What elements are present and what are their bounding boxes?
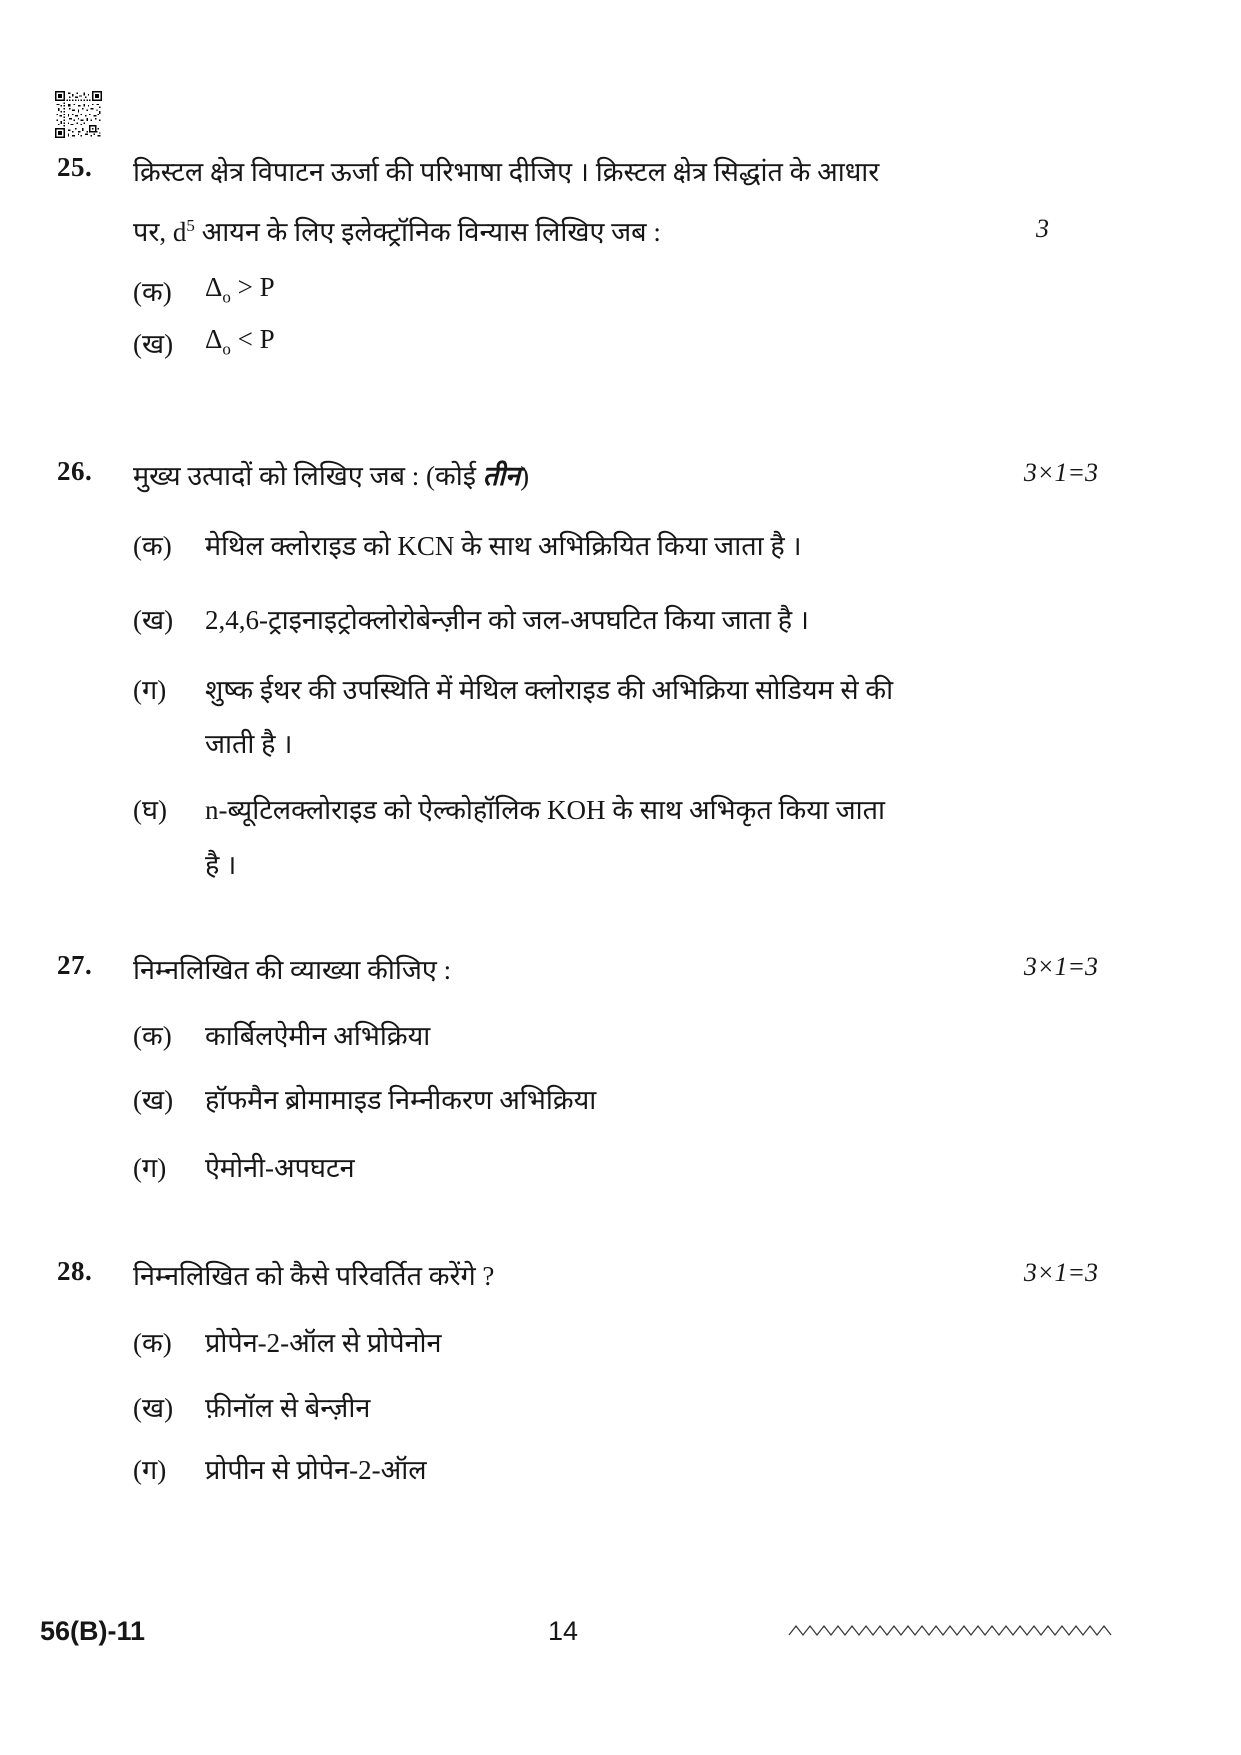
zigzag-squiggle-icon [788,1622,1118,1640]
q27-option-a [0,1016,1241,1062]
option-label: (ग) [133,675,167,705]
q25-line2-pre: पर, d [133,217,187,247]
q25-option-a [0,272,1241,318]
option-text-continuation: है । [205,850,237,880]
option-text: 2,4,6-ट्राइनाइट्रोक्लोरोबेन्ज़ीन को जल-अपघटित किया जाता है । [205,605,810,635]
q25-line2-post: आयन के लिए इलेक्ट्रॉनिक विन्यास लिखिए जब : [194,217,661,247]
option-label: (ख) [133,329,174,359]
q26-text-pre: मुख्य उत्पादों को लिखिए जब : (कोई [133,461,483,491]
q27-option-c [0,1148,1241,1194]
option-text: प्रोपेन-2-ऑल से प्रोपेनोन [205,1328,442,1358]
q26-text-post: ) [520,461,530,491]
option-label: (क) [133,531,172,561]
question-26-text [133,456,529,493]
option-label: (ग) [133,1153,167,1183]
q26-option-c-line2 [0,724,1241,770]
option-text [205,272,275,307]
question-27-header [0,950,1241,996]
q25-option-b [0,324,1241,370]
question-26-header [0,456,1241,502]
question-27-text: निम्नलिखित की व्याख्या कीजिए : [133,955,452,985]
question-26-number: 26. [57,456,93,486]
delta-symbol: Δ [205,272,223,302]
question-27-number: 27. [57,950,93,980]
delta-subscript: o [222,287,231,307]
q26-text-emphasis: तीन [482,461,521,491]
qr-code-icon [55,91,102,138]
option-label: (ख) [133,1393,174,1423]
question-28-header [0,1256,1241,1302]
question-25-number: 25. [57,152,93,182]
question-25-text-line1: क्रिस्टल क्षेत्र विपाटन ऊर्जा की परिभाषा दीजिए । क्रिस्टल क्षेत्र सिद्धांत के आधार [133,157,880,187]
option-label: (ख) [133,605,174,635]
question-26-marks: 3×1=3 [1023,458,1098,487]
q26-option-d [0,790,1241,836]
page-number: 14 [547,1616,579,1646]
q26-option-c [0,670,1241,716]
question-28-text: निम्नलिखित को कैसे परिवर्तित करेंगे ? [133,1261,495,1291]
question-25-header [0,152,1241,198]
option-label: (ख) [133,1085,174,1115]
option-text: फ़ीनॉल से बेन्ज़ीन [205,1393,371,1423]
delta-symbol: Δ [205,324,223,354]
q28-option-b [0,1388,1241,1434]
q26-option-a [0,526,1241,572]
q28-option-a [0,1323,1241,1369]
option-label: (क) [133,1021,172,1051]
delta-subscript: o [222,339,231,359]
option-label: (क) [133,1328,172,1358]
paper-code: 56(B)-11 [40,1616,146,1646]
question-25-marks: 3 [1036,214,1049,243]
option-label: (घ) [133,795,167,825]
question-25-text-line2 [133,212,661,249]
option-text [205,324,275,359]
question-27-marks: 3×1=3 [1023,952,1098,981]
option-text: कार्बिलऐमीन अभिक्रिया [205,1021,431,1051]
option-text: ऐमोनी-अपघटन [205,1153,355,1183]
comparison-expression: < P [230,324,275,354]
option-text: प्रोपीन से प्रोपेन-2-ऑल [205,1455,427,1485]
option-label: (ग) [133,1455,167,1485]
q26-option-b [0,600,1241,646]
question-28-number: 28. [57,1256,93,1286]
option-text: शुष्क ईथर की उपस्थिति में मेथिल क्लोराइड की अभिक्रिया सोडियम से की [205,675,894,705]
option-label: (क) [133,277,172,307]
q26-option-d-line2 [0,845,1241,891]
option-text-continuation: जाती है । [205,729,293,759]
question-28-marks: 3×1=3 [1023,1258,1098,1287]
comparison-expression: > P [230,272,275,302]
option-text: n-ब्यूटिलक्लोराइड को ऐल्कोहॉलिक KOH के साथ अभिकृत किया जाता [205,795,886,825]
question-25-line2 [0,212,1241,258]
q28-option-c [0,1450,1241,1496]
q27-option-b [0,1080,1241,1126]
option-text: हॉफमैन ब्रोमामाइड निम्नीकरण अभिक्रिया [205,1085,597,1115]
option-text: मेथिल क्लोराइड को KCN के साथ अभिक्रियित किया जाता है । [205,531,802,561]
q25-d-superscript: 5 [186,216,195,235]
